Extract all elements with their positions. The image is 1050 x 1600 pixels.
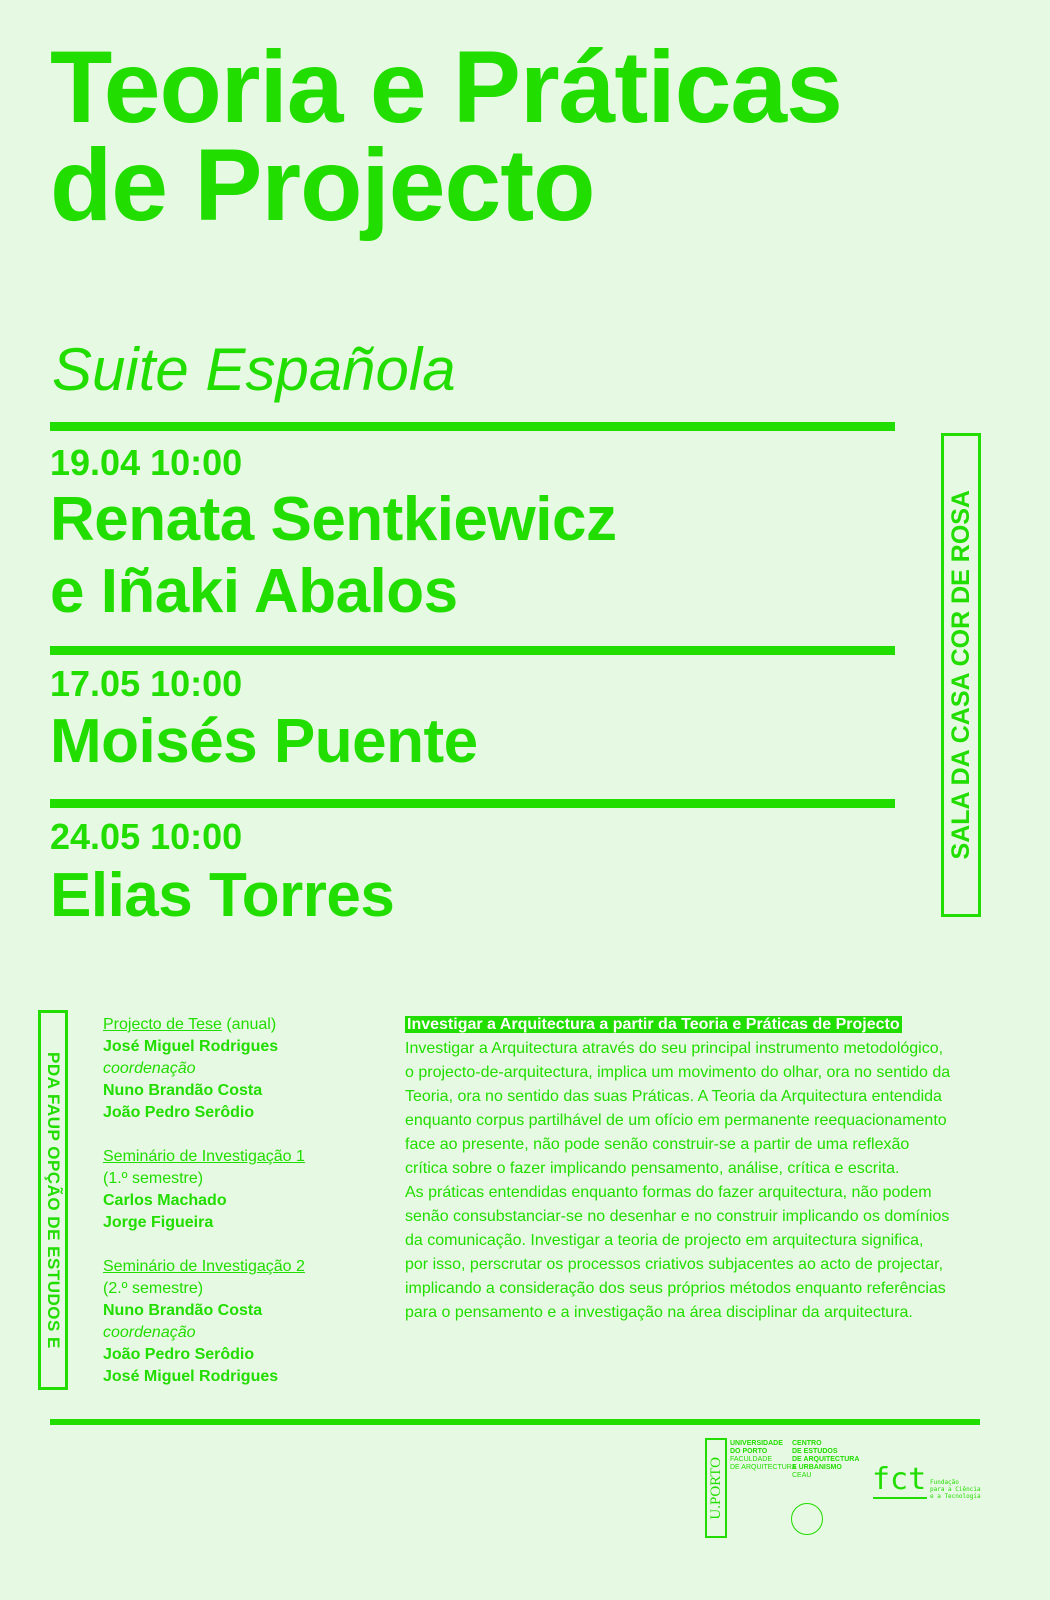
description-line: face ao presente, não pode senão construir-se a partir de uma reflexão: [405, 1136, 910, 1153]
description-line: implicando a consideração dos seus próprios métodos enquanto referências: [405, 1280, 946, 1297]
description-line: crítica sobre o fazer implicando pensamento, análise, crítica e escrita.: [405, 1160, 900, 1177]
logo-text-line: DE ARQUITECTURA: [792, 1456, 860, 1463]
description-line: da comunicação. Investigar a teoria de projecto em arquitectura significa,: [405, 1232, 924, 1249]
event-speaker: Renata Sentkiewicz: [50, 485, 617, 554]
course-note: (1.º semestre): [103, 1170, 204, 1187]
divider-rule: [50, 799, 895, 808]
description-line: o projecto-de-arquitectura, implica um movimento do olhar, ora no sentido da: [405, 1064, 951, 1081]
divider-rule: [50, 646, 895, 655]
course-title: Seminário de Investigação 1: [103, 1148, 305, 1165]
venue-box: [941, 433, 981, 917]
uporto-logo-text: [730, 1440, 797, 1472]
fct-underline: [873, 1497, 927, 1499]
person-role: coordenação: [103, 1324, 196, 1341]
logo-text-line: e a Tecnologia: [930, 1493, 981, 1500]
event-speaker: Elias Torres: [50, 861, 395, 930]
course-note: (anual): [221, 1016, 277, 1033]
logo-text-line: Fundação: [930, 1479, 959, 1486]
description-line: para o pensamento e a investigação na área disciplinar da arquitectura.: [405, 1304, 913, 1321]
event-speaker: e Iñaki Abalos: [50, 557, 458, 626]
page-title: [50, 30, 842, 242]
person-name: Nuno Brandão Costa: [103, 1082, 263, 1099]
person-name: José Miguel Rodrigues: [103, 1038, 279, 1055]
description-body: [405, 1037, 995, 1325]
course-heading: [103, 1014, 363, 1036]
logo-text-line: para a Ciência: [930, 1486, 981, 1493]
uporto-logo-mark: [705, 1438, 727, 1538]
person-name: Carlos Machado: [103, 1192, 227, 1209]
courses-list: [103, 1014, 363, 1388]
program-tag: PDA FAUP OPÇÃO DE ESTUDOS E: [44, 1051, 63, 1349]
event-date: 19.04 10:00: [50, 442, 243, 483]
ceau-logo-text: [792, 1440, 859, 1480]
divider-rule: [50, 422, 895, 431]
logo-text-line: DE ARQUITECTURA: [730, 1464, 797, 1471]
description-line: Teoria, ora no sentido das suas Práticas. A Teoria da Arquitectura entendida: [405, 1088, 942, 1105]
person-name: João Pedro Serôdio: [103, 1346, 255, 1363]
description-line: enquanto corpus partilhável de um ofício em permanente reequacionamento: [405, 1112, 947, 1129]
description-block: [405, 1013, 995, 1325]
title-line-2: de Projecto: [50, 128, 595, 242]
subtitle: Suite Española: [52, 336, 456, 403]
logo-text-line: DO PORTO: [730, 1448, 768, 1455]
program-tag-box: [38, 1010, 68, 1390]
logo-text-line: FACULDADE: [730, 1456, 773, 1463]
uporto-mark-text: U.PORTO: [707, 1456, 724, 1520]
logo-text-line: CENTRO: [792, 1440, 822, 1447]
event-date: 24.05 10:00: [50, 816, 243, 857]
course-note: (2.º semestre): [103, 1280, 204, 1297]
description-line: senão consubstanciar-se no desenhar e no construir implicando os domínios: [405, 1208, 950, 1225]
event-date: 17.05 10:00: [50, 663, 243, 704]
description-heading: Investigar a Arquitectura a partir da Teoria e Práticas de Projecto: [407, 1016, 900, 1033]
title-line-1: Teoria e Práticas: [50, 30, 842, 144]
event-speaker: Moisés Puente: [50, 707, 478, 776]
person-name: João Pedro Serôdio: [103, 1104, 255, 1121]
person-name: Jorge Figueira: [103, 1214, 214, 1231]
person-name: José Miguel Rodrigues: [103, 1368, 279, 1385]
venue-label: SALA DA CASA COR DE ROSA: [946, 490, 975, 860]
circle-icon: [791, 1503, 823, 1535]
fct-logo-text: [930, 1479, 981, 1500]
logo-text-line: E URBANISMO: [792, 1464, 842, 1471]
description-line: por isso, perscrutar os processos criativos subjacentes ao acto de projectar,: [405, 1256, 944, 1273]
course-title: Projecto de Tese: [103, 1016, 222, 1033]
footer-rule: [50, 1419, 980, 1425]
logo-text-line: CEAU: [792, 1472, 812, 1479]
logo-text-line: UNIVERSIDADE: [730, 1440, 783, 1447]
description-line: Investigar a Arquitectura através do seu principal instrumento metodológico,: [405, 1040, 944, 1057]
logo-text-line: DE ESTUDOS: [792, 1448, 838, 1455]
course-title: Seminário de Investigação 2: [103, 1258, 305, 1275]
description-line: As práticas entendidas enquanto formas do fazer arquitectura, não podem: [405, 1184, 932, 1201]
fct-logo-mark: fct: [872, 1462, 927, 1497]
person-name: Nuno Brandão Costa: [103, 1302, 263, 1319]
person-role: coordenação: [103, 1060, 196, 1077]
